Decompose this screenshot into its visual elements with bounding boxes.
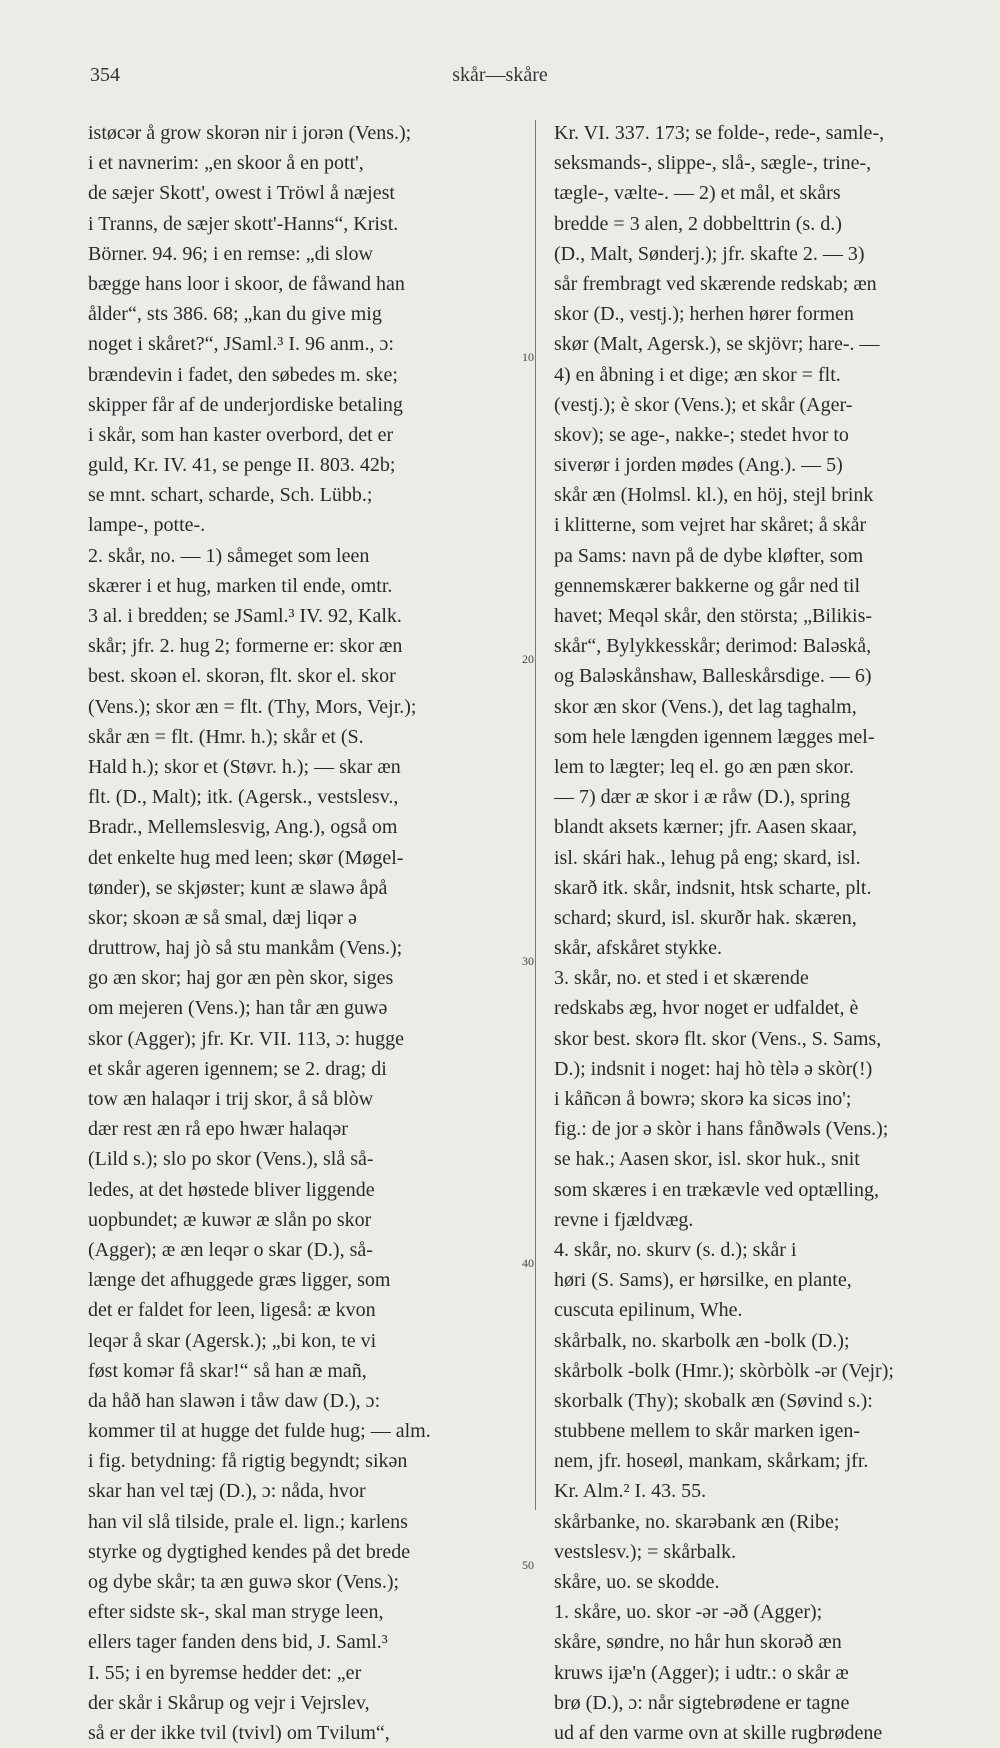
line-number: 10 (522, 350, 534, 364)
text-line: som skæres i en trækævle ved optælling, (554, 1178, 879, 1201)
text-line: (Agger); æ æn leqər o skar (D.), så- (88, 1238, 373, 1261)
text-line: skårbanke, no. skarəbank æn (Ribe; (554, 1510, 840, 1533)
text-line: bredde = 3 alen, 2 dobbelttrin (s. d.) (554, 212, 842, 235)
text-line: og dybe skår; ta æn guwə skor (Vens.); (88, 1571, 400, 1593)
text-line: så er der ikke tvil (tvivl) om Tvilum“, (88, 1721, 390, 1744)
text-line: skor; skoən æ så smal, dæj liqər ə (88, 906, 357, 929)
text-line: isl. skári hak., lehug på eng; skard, isl. (554, 846, 861, 869)
text-line: styrke og dygtighed kendes på det brede (88, 1540, 411, 1563)
right-column (554, 118, 974, 1748)
text-line: 3 al. i bredden; se JSaml.³ IV. 92, Kalk. (88, 605, 402, 627)
text-line: se mnt. schart, scharde, Sch. Lübb.; (88, 484, 373, 507)
text-line: skor (D., vestj.); herhen hører formen (554, 303, 854, 326)
text-line: brø (D.), ɔ: når sigtebrødene er tagne (554, 1691, 850, 1714)
text-line: det er faldet for leen, ligeså: æ kvon (88, 1299, 376, 1322)
text-line: leqər å skar (Agersk.); „bi kon, te vi (88, 1329, 377, 1352)
text-line: 4. skår, no. skurv (s. d.); skår i (554, 1238, 797, 1261)
text-line: (vestj.); è skor (Vens.); et skår (Ager- (554, 393, 853, 416)
text-line: cuscuta epilinum, Whe. (554, 1299, 743, 1322)
text-line: flt. (D., Malt); itk. (Agersk., vestslesv., (88, 786, 399, 809)
text-line: bægge hans loor i skoor, de fåwand han (88, 272, 405, 295)
text-line: best. skoən el. skorən, flt. skor el. skor (88, 665, 396, 688)
text-line: lem to lægter; leq el. go æn pæn skor. (554, 755, 854, 778)
text-line: ud af den varme ovn at skille rugbrødene (554, 1721, 883, 1744)
text-line: D.); indsnit i noget: haj hò tèlə ə skòr(!) (554, 1057, 873, 1080)
text-line: noget i skåret?“, JSaml.³ I. 96 anm., ɔ: (88, 333, 394, 356)
text-line: go æn skor; haj gor æn pèn skor, siges (88, 967, 394, 990)
text-line: skårbalk, no. skarbolk æn -bolk (D.); (554, 1329, 850, 1352)
text-line: ledes, at det høstede bliver liggende (88, 1178, 375, 1201)
text-line: skår æn = flt. (Hmr. h.); skår et (S. (88, 725, 364, 748)
text-line: kommer til at hugge det fulde hug; — alm. (88, 1420, 431, 1443)
text-line: — 7) dær æ skor i æ råw (D.), spring (554, 786, 851, 809)
text-line: se hak.; Aasen skor, isl. skor huk., snit (554, 1148, 860, 1171)
column-divider (535, 120, 536, 1510)
running-head: skår—skåre (452, 64, 548, 86)
text-line: brændevin i fadet, den søbedes m. ske; (88, 363, 398, 386)
text-line: guld, Kr. IV. 41, se penge II. 803. 42b; (88, 454, 396, 477)
text-line: skor (Agger); jfr. Kr. VII. 113, ɔ: hugge (88, 1027, 405, 1050)
text-line: vestslesv.); = skårbalk. (554, 1540, 737, 1563)
text-line: skærer i et hug, marken til ende, omtr. (88, 574, 393, 597)
text-line: kruws ijæ'n (Agger); i udtr.: o skår æ (554, 1661, 849, 1684)
text-line: der skår i Skårup og vejr i Vejrslev, (88, 1691, 370, 1714)
text-line: (D., Malt, Sønderj.); jfr. skafte 2. — 3) (554, 242, 865, 265)
text-line: tow æn halaqər i trij skor, å så blòw (88, 1088, 374, 1110)
text-line: de sæjer Skott', owest i Tröwl å næjest (88, 182, 395, 205)
line-number: 40 (522, 1256, 534, 1270)
text-line: i Tranns, de sæjer skott'-Hanns“, Krist. (88, 212, 399, 235)
line-number: 30 (522, 954, 534, 968)
text-line: lampe-, potte-. (88, 514, 206, 537)
text-line: i skår, som han kaster overbord, det er (88, 423, 394, 446)
text-line: skår æn (Holmsl. kl.), en höj, stejl brink (554, 484, 874, 507)
text-line: skør (Malt, Agersk.), se skjövr; hare-. — (554, 333, 880, 356)
text-line: istøcər å grow skorən nir i jorən (Vens.); (88, 122, 412, 144)
text-line: i et navnerim: „en skoor å en pott', (88, 152, 364, 175)
text-line: nem, jfr. hoseøl, mankam, skårkam; jfr. (554, 1450, 869, 1473)
text-line: i kåñcən å bowrə; skorə ka sicəs ino'; (554, 1088, 852, 1110)
text-line: Börner. 94. 96; i en remse: „di slow (88, 242, 373, 265)
text-line: skåre, uo. se skodde. (554, 1571, 720, 1593)
text-line: redskabs æg, hvor noget er udfaldet, è (554, 997, 859, 1020)
text-line: tønder), se skjøster; kunt æ slawə åpå (88, 876, 388, 899)
line-number: 50 (522, 1558, 534, 1572)
text-line: 1. skåre, uo. skor -ər -əð (Agger); (554, 1601, 823, 1624)
line-number: 20 (522, 652, 534, 666)
text-line: skår, afskåret stykke. (554, 937, 723, 960)
text-line: druttrow, haj jò så stu mankåm (Vens.); (88, 937, 403, 960)
text-line: revne i fjældvæg. (554, 1208, 694, 1231)
text-line: skor æn skor (Vens.), det lag taghalm, (554, 695, 857, 718)
text-line: i klitterne, som vejret har skåret; å skår (554, 514, 867, 537)
text-line: længe det afhuggede græs ligger, som (88, 1269, 391, 1292)
text-line: fig.: de jor ə skòr i hans fånðwəls (Vens.); (554, 1118, 889, 1141)
text-line: Bradr., Mellemslesvig, Ang.), også om (88, 816, 398, 839)
text-line: det enkelte hug med leen; skør (Møgel- (88, 846, 404, 869)
text-line: tægle-, vælte-. — 2) et mål, et skårs (554, 182, 841, 205)
text-line: i fig. betydning: få rigtig begyndt; sikən (88, 1450, 408, 1473)
page-number: 354 (90, 64, 120, 86)
text-line: Kr. VI. 337. 173; se folde-, rede-, samle-, (554, 122, 885, 144)
text-line: (Lild s.); slo po skor (Vens.), slå så- (88, 1148, 374, 1171)
text-line: (Vens.); skor æn = flt. (Thy, Mors, Vejr.); (88, 695, 417, 718)
text-line: føst komər få skar!“ så han æ mañ, (88, 1359, 367, 1382)
text-line: da håð han slawən i tåw daw (D.), ɔ: (88, 1389, 381, 1412)
text-line: blandt aksets kærner; jfr. Aasen skaar, (554, 816, 858, 839)
text-line: om mejeren (Vens.); han tår æn guwə (88, 997, 388, 1020)
text-line: I. 55; i en byremse hedder det: „er (88, 1661, 362, 1684)
text-line: siverør i jorden mødes (Ang.). — 5) (554, 454, 843, 477)
text-line: skarð itk. skår, indsnit, htsk scharte, plt. (554, 876, 872, 899)
text-line: skårbolk -bolk (Hmr.); skòrbòlk -ər (Vejr); (554, 1359, 894, 1382)
text-line: skov); se age-, nakke-; stedet hvor to (554, 423, 849, 446)
text-line: skår“, Bylykkesskår; derimod: Baləskå, (554, 635, 872, 658)
text-line: sår frembragt ved skærende redskab; æn (554, 272, 877, 295)
text-line: havet; Meqəl skår, den största; „Bilikis- (554, 605, 873, 627)
text-line: Kr. Alm.² I. 43. 55. (554, 1480, 707, 1503)
text-line: og Baləskånshaw, Balleskårsdige. — 6) (554, 665, 872, 688)
text-line: skåre, søndre, no hår hun skorəð æn (554, 1631, 842, 1654)
text-line: uopbundet; æ kuwər æ slån po skor (88, 1208, 372, 1231)
text-line: efter sidste sk-, skal man stryge leen, (88, 1601, 384, 1624)
left-column (88, 118, 520, 1748)
text-line: 3. skår, no. et sted i et skærende (554, 967, 809, 990)
text-line: ellers tager fanden dens bid, J. Saml.³ (88, 1631, 388, 1654)
text-line: skor best. skorə flt. skor (Vens., S. Sams, (554, 1027, 882, 1050)
text-line: seksmands-, slippe-, slå-, sægle-, trine-, (554, 152, 872, 175)
text-line: skorbalk (Thy); skobalk æn (Søvind s.): (554, 1389, 873, 1412)
text-line: stubbene mellem to skår marken igen- (554, 1420, 861, 1443)
text-line: skar han vel tæj (D.), ɔ: nåda, hvor (88, 1480, 366, 1503)
text-line: 2. skår, no. — 1) såmeget som leen (88, 544, 370, 567)
text-line: skipper får af de underjordiske betaling (88, 393, 403, 416)
text-line: schard; skurd, isl. skurðr hak. skæren, (554, 906, 857, 929)
text-line: dær rest æn rå epo hwær halaqər (88, 1118, 348, 1141)
text-line: 4) en åbning i et dige; æn skor = flt. (554, 363, 841, 386)
text-line: han vil slå tilside, prale el. lign.; karlens (88, 1510, 408, 1533)
text-line: høri (S. Sams), er hørsilke, en plante, (554, 1269, 852, 1292)
text-line: gennemskærer bakkerne og går ned til (554, 574, 861, 597)
text-line: et skår ageren igennem; se 2. drag; di (88, 1057, 387, 1080)
text-line: skår; jfr. 2. hug 2; formerne er: skor æn (88, 635, 403, 658)
text-line: Hald h.); skor et (Støvr. h.); — skar æn (88, 755, 401, 778)
text-line: som hele længden igennem lægges mel- (554, 725, 875, 748)
text-line: pa Sams: navn på de dybe kløfter, som (554, 544, 864, 567)
text-line: ålder“, sts 386. 68; „kan du give mig (88, 303, 382, 326)
